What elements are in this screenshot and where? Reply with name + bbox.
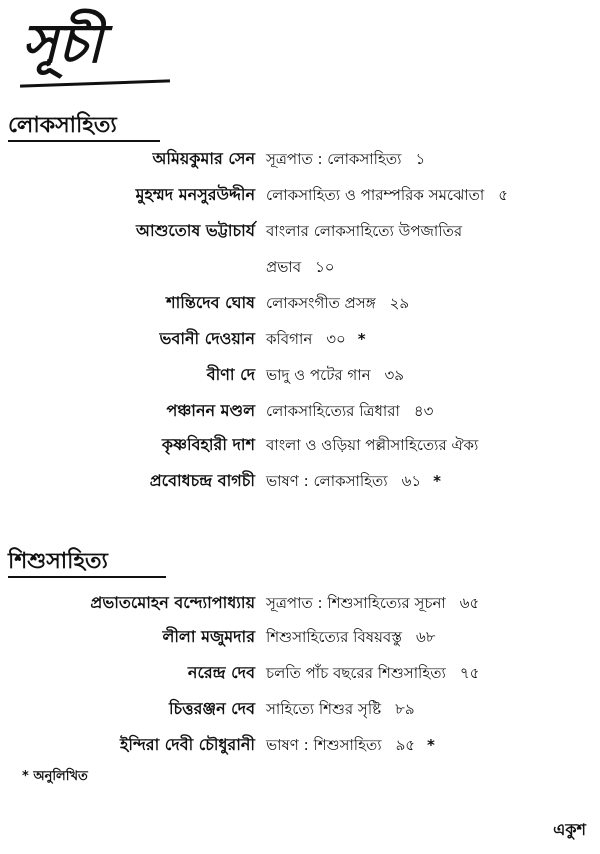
entry-page: ৮৯ (395, 700, 415, 718)
entry-author: অমিয়কুমার সেন (152, 149, 255, 168)
entry-author: প্রবোধচন্দ্র বাগচী (149, 471, 255, 490)
entry-work: কবিগান ৩০ * (266, 330, 366, 348)
entry-work: প্রভাব ১০ (266, 258, 335, 276)
entry-page: ৬১ (401, 472, 422, 490)
entry-page: ৪৩ (413, 402, 434, 420)
transcribed-star: * (357, 330, 366, 348)
footnote: * অনুলিখিত (22, 769, 88, 784)
entry-work: ভাষণ : শিশুসাহিত্য ৯৫ * (266, 736, 435, 754)
entry-author: চিত্তরঞ্জন দেব (168, 699, 255, 718)
entry-page: ৬৮ (416, 628, 436, 646)
entry-work: লোকসাহিত্যের ত্রিধারা ৪৩ (266, 402, 434, 420)
entry-work: বাংলা ও ওড়িয়া পল্লীসাহিত্যের ঐক্য (266, 436, 479, 454)
entry-page: ১ (415, 150, 426, 168)
transcribed-star: * (433, 472, 441, 490)
entry-work: লোকসংগীত প্রসঙ্গ ২৯ (266, 294, 410, 312)
entry-work: সূত্রপাত : শিশুসাহিত্যের সূচনা ৬৫ (266, 594, 480, 612)
entry-page: ৫ (498, 186, 508, 204)
toc-entry[interactable] (0, 180, 600, 210)
entry-work: চলতি পাঁচ বছরের শিশুসাহিত্য ৭৫ (266, 664, 480, 682)
entry-author: মুহম্মদ মনসুরউদ্দীন (135, 185, 255, 204)
page-footer-label: একুশ (553, 820, 586, 839)
entry-page: ১০ (315, 258, 335, 276)
section-rule (8, 140, 160, 142)
toc-entry[interactable] (0, 252, 600, 282)
section-rule (8, 576, 166, 578)
entry-author: প্রভাতমোহন বন্দ্যোপাধ্যায় (90, 593, 255, 612)
section-heading-shishusahitya: শিশুসাহিত্য (8, 549, 108, 574)
toc-entry[interactable] (0, 430, 600, 460)
section-heading-loksahitya: লোকসাহিত্য (8, 113, 117, 138)
transcribed-star: * (427, 736, 435, 754)
toc-entry[interactable] (0, 694, 600, 724)
entry-work: সূত্রপাত : লোকসাহিত্য ১ (266, 150, 426, 168)
title-underline (20, 79, 170, 87)
toc-entry[interactable] (0, 588, 600, 618)
entry-page: ৬৫ (459, 594, 480, 612)
entry-author: আশুতোষ ভট্টাচার্য (135, 221, 255, 240)
entry-work: ভাদু ও পটের গান ৩৯ (266, 366, 405, 384)
entry-author: শান্তিদেব ঘোষ (166, 293, 255, 312)
entry-author: ইন্দিরা দেবী চৌধুরানী (120, 735, 255, 754)
page-title: সূচী (22, 12, 103, 75)
toc-entry[interactable] (0, 144, 600, 174)
entry-work: লোকসাহিত্য ও পারম্পরিক সমঝোতা ৫ (266, 186, 508, 204)
toc-entry[interactable] (0, 658, 600, 688)
entry-page: ২৯ (389, 294, 410, 312)
toc-entry[interactable] (0, 466, 600, 496)
toc-entry[interactable] (0, 730, 600, 760)
entry-page: ৭৫ (459, 664, 480, 682)
entry-author: বীণা দে (206, 365, 255, 384)
entry-page: ৩০ (326, 330, 346, 348)
entry-page: ৩৯ (384, 366, 405, 384)
entry-author: নরেন্দ্র দেব (187, 663, 255, 682)
toc-entry[interactable] (0, 622, 600, 652)
entry-author: কৃষ্ণবিহারী দাশ (161, 435, 255, 454)
entry-work: সাহিত্যে শিশুর সৃষ্টি ৮৯ (266, 700, 415, 718)
entry-author: পঞ্চানন মণ্ডল (166, 401, 255, 420)
entry-work: ভাষণ : লোকসাহিত্য ৬১ * (266, 472, 441, 490)
entry-author: লীলা মজুমদার (162, 627, 255, 646)
entry-work: বাংলার লোকসাহিত্যে উপজাতির (266, 222, 463, 240)
toc-entry[interactable] (0, 216, 600, 246)
entry-author: ভবানী দেওয়ান (159, 329, 255, 348)
toc-entry[interactable] (0, 324, 600, 354)
toc-entry[interactable] (0, 396, 600, 426)
toc-entry[interactable] (0, 360, 600, 390)
toc-entry[interactable] (0, 288, 600, 318)
entry-work: শিশুসাহিত্যের বিষয়বস্তু ৬৮ (266, 628, 436, 646)
entry-page: ৯৫ (395, 736, 416, 754)
